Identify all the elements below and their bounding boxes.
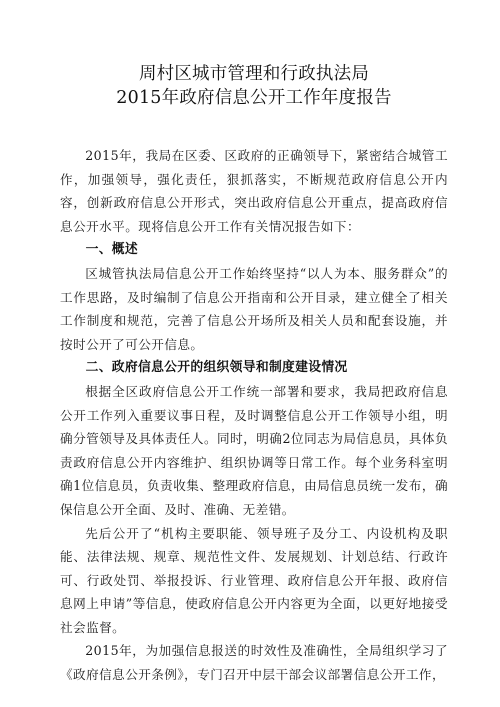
organization-paragraph-1: 根据全区政府信息公开工作统一部署和要求，我局把政府信息公开工作列入重要议事日程，及时调整信息公开工作领导小组，明确分管领导及具体责任人。同时，明确2位同志为局信息员，具体负责政府信息公开内容维护、组织协调等日常工作。每个业务科室明确1位信息员，负责收集、整理政府信息，由局信息员统一发布，确保信息公开全面、及时、准确、无差错。 [60,383,448,517]
title-line-2: 2015年政府信息公开工作年度报告 [116,88,392,108]
organization-paragraph-3: 2015年，为加强信息报送的时效性及准确性，全局组织学习了《政府信息公开条例》，专门召开中层干部会议部署信息公开工作， [60,643,448,683]
title-line-1: 周村区城市管理和行政执法局 [138,64,370,84]
document-title [60,62,448,110]
organization-paragraph-2: 先后公开了“机构主要职能、领导班子及分工、内设机构及职能、法律法规、规章、规范性文件、发展规划、计划总结、行政许可、行政处罚、举报投诉、行业管理、政府信息公开年报、政府信息网上申请”等信息，使政府信息公开内容更为全面，以更好地接受社会监督。 [60,525,448,635]
document-body [60,144,448,687]
intro-paragraph: 2015年，我局在区委、区政府的正确领导下，紧密结合城管工作，加强领导，强化责任，狠抓落实，不断规范政府信息公开内容，创新政府信息公开形式，突出政府信息公开重点，提高政府信息公开水平。现将信息公开工作有关情况报告如下： [60,148,448,234]
section-heading-overview: 一、概述 [85,242,138,258]
section-heading-organization: 二、政府信息公开的组织领导和制度建设情况 [85,360,348,376]
overview-paragraph: 区城管执法局信息公开工作始终坚持“以人为本、服务群众”的工作思路，及时编制了信息公开指南和公开目录，建立健全了相关工作制度和规范，完善了信息公开场所及相关人员和配套设施，并按时公开了可公开信息。 [60,265,448,352]
